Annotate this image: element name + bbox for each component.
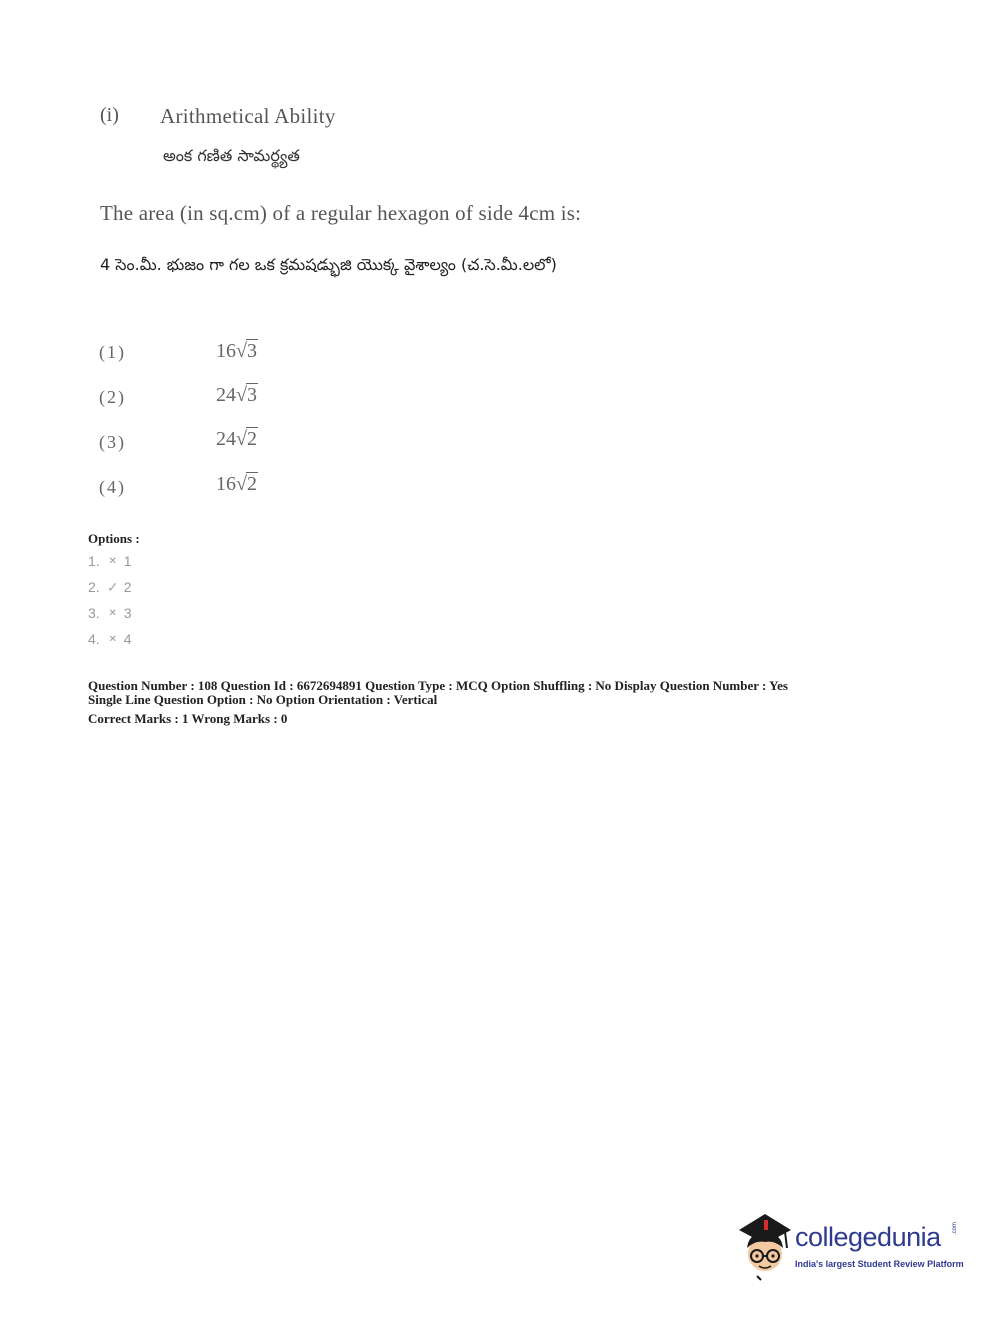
choice-number-3: (3) — [99, 432, 126, 452]
choice-number-4: (4) — [99, 477, 126, 497]
choice-radicand: 2 — [246, 473, 257, 495]
choice-value-4 — [216, 473, 258, 496]
section-title: Arithmetical Ability — [160, 104, 336, 128]
square-root-symbol: √2 — [236, 428, 257, 450]
choice-radicand: 3 — [246, 340, 257, 362]
choice-coefficient: 24 — [216, 428, 236, 450]
question-text-telugu: 4 సెం.మీ. భుజం గా గల ఒక క్రమషడ్భుజి యొక్క వైశాల్యం (చ.సె.మీ.లలో) — [100, 255, 557, 274]
option-index: 2. — [88, 579, 100, 595]
option-item-1 — [88, 553, 131, 569]
option-item-4 — [88, 631, 131, 647]
square-root-symbol: √2 — [236, 473, 257, 495]
cross-icon: ✕ — [108, 556, 117, 567]
options-label: Options : — [88, 531, 140, 546]
collegedunia-logo — [735, 1210, 965, 1285]
mascot-icon — [735, 1210, 795, 1282]
option-index: 1. — [88, 553, 100, 569]
option-value: 3 — [123, 605, 132, 621]
option-index: 3. — [88, 605, 100, 621]
choice-coefficient: 16 — [216, 473, 236, 495]
choice-value-1 — [216, 340, 258, 363]
question-meta-line-2: Single Line Question Option : No Option Orientation : Vertical — [88, 692, 438, 707]
choice-number-2: (2) — [99, 387, 126, 407]
choice-value-3 — [216, 428, 258, 451]
choice-radicand: 2 — [246, 428, 257, 450]
choice-value-2 — [216, 384, 258, 407]
choice-coefficient: 24 — [216, 384, 236, 406]
choice-number-1: (1) — [99, 342, 126, 362]
section-number: (i) — [100, 104, 119, 126]
brand-tagline: India's largest Student Review Platform — [795, 1259, 964, 1269]
question-text-english: The area (in sq.cm) of a regular hexagon of side 4cm is: — [100, 201, 582, 225]
square-root-symbol: √3 — [236, 384, 257, 406]
choice-radicand: 3 — [246, 384, 257, 406]
option-value: 4 — [123, 631, 132, 647]
question-meta-line-1: Question Number : 108 Question Id : 6672694891 Question Type : MCQ Option Shuffling : No Display Question Number : Yes — [88, 678, 788, 693]
brand-suffix: .com — [952, 1221, 958, 1235]
section-title-telugu: అంక గణిత సామర్థ్యత — [163, 146, 300, 165]
check-icon: ✓ — [106, 579, 119, 595]
cross-icon: ✕ — [108, 608, 117, 619]
option-item-2 — [88, 579, 131, 596]
cross-icon: ✕ — [108, 634, 117, 645]
choice-coefficient: 16 — [216, 340, 236, 362]
option-item-3 — [88, 605, 131, 621]
option-index: 4. — [88, 631, 100, 647]
option-value: 2 — [123, 579, 132, 595]
brand-name: collegedunia — [795, 1222, 941, 1252]
option-value: 1 — [123, 553, 132, 569]
square-root-symbol: √3 — [236, 340, 257, 362]
marks-info: Correct Marks : 1 Wrong Marks : 0 — [88, 711, 288, 726]
